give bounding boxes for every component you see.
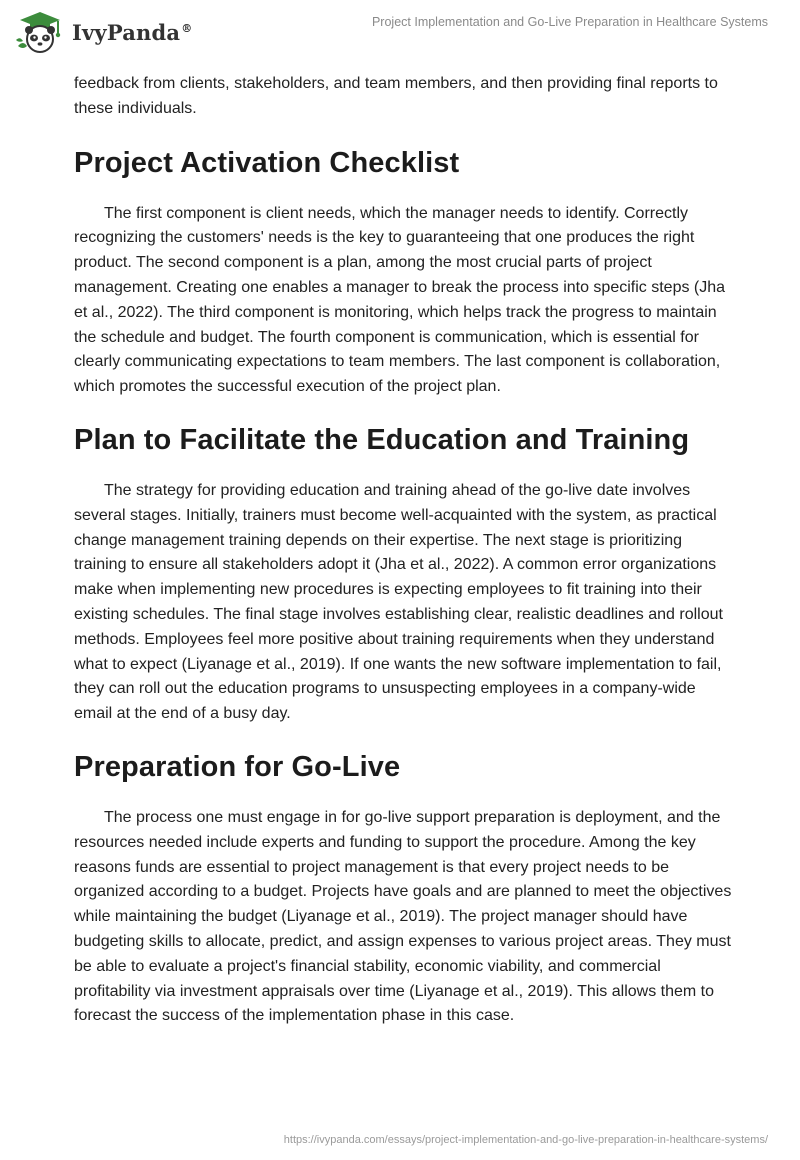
intro-paragraph: feedback from clients, stakeholders, and team members, and then providing final reports to these individuals.: [74, 75, 718, 117]
page-header: [0, 0, 800, 64]
logo-registered-mark: ®: [181, 21, 193, 35]
essay-body: [74, 72, 734, 1029]
section-heading-activation-checklist: Project Activation Checklist: [74, 146, 460, 179]
section-heading-education-training: Plan to Facilitate the Education and Training: [74, 423, 690, 456]
logo-wordmark: [72, 20, 192, 45]
source-url[interactable]: https://ivypanda.com/essays/project-implementation-and-go-live-preparation-in-healthcare-systems/: [283, 1134, 768, 1146]
section-paragraph-activation-checklist: The first component is client needs, which the manager needs to identify. Correctly recognizing the customers' needs is the key to guaranteeing that one produces the right product. The second component is a plan, among the most crucial parts of project management. Creating one enables a manager to break the process into specific steps (Jha et al., 2022). The third component is monitoring, which helps track the progress to maintain the schedule and budget. The fourth component is communication, which is essential for clearly communicating expectations to team members. The last component is collaboration, which promotes the successful execution of the project plan.: [74, 204, 726, 396]
section-paragraph-go-live: The process one must engage in for go-live support preparation is deployment, and the resources needed include experts and funding to support the procedure. Among the key reasons funds are essential to project management is that every project needs to be organized according to a budget. Projects have goals and are planned to meet the objectives while maintaining the budget (Liyanage et al., 2019). The project manager should have budgeting skills to allocate, predict, and assign expenses to various project areas. They must be able to evaluate a project's financial stability, economic viability, and commercial profitability via investment appraisals over time (Liyanage et al., 2019). This allows them to forecast the success of the implementation phase in this case.: [74, 808, 732, 1025]
document-title: Project Implementation and Go-Live Preparation in Healthcare Systems: [371, 15, 768, 29]
section-paragraph-education-training: The strategy for providing education and training ahead of the go-live date involves several stages. Initially, trainers must become well-acquainted with the system, as practical change management training depends on their expertise. The next stage is prioritizing training to ensure all stakeholders adopt it (Jha et al., 2022). A common error organizations make when implementing new procedures is expecting employees to fit training into their existing schedules. The final stage involves establishing clear, realistic deadlines and rollout methods. Employees feel more positive about training requirements when they understand what to expect (Liyanage et al., 2019). If one wants the new software implementation to fail, they can roll out the education programs to unsuspecting employees in a company-wide email at the end of a busy day.: [74, 481, 723, 723]
section-heading-go-live: Preparation for Go-Live: [74, 750, 401, 783]
logo-text: IvyPanda: [72, 19, 181, 45]
ivypanda-logo[interactable]: [14, 10, 192, 54]
panda-logo-icon: [14, 10, 66, 54]
